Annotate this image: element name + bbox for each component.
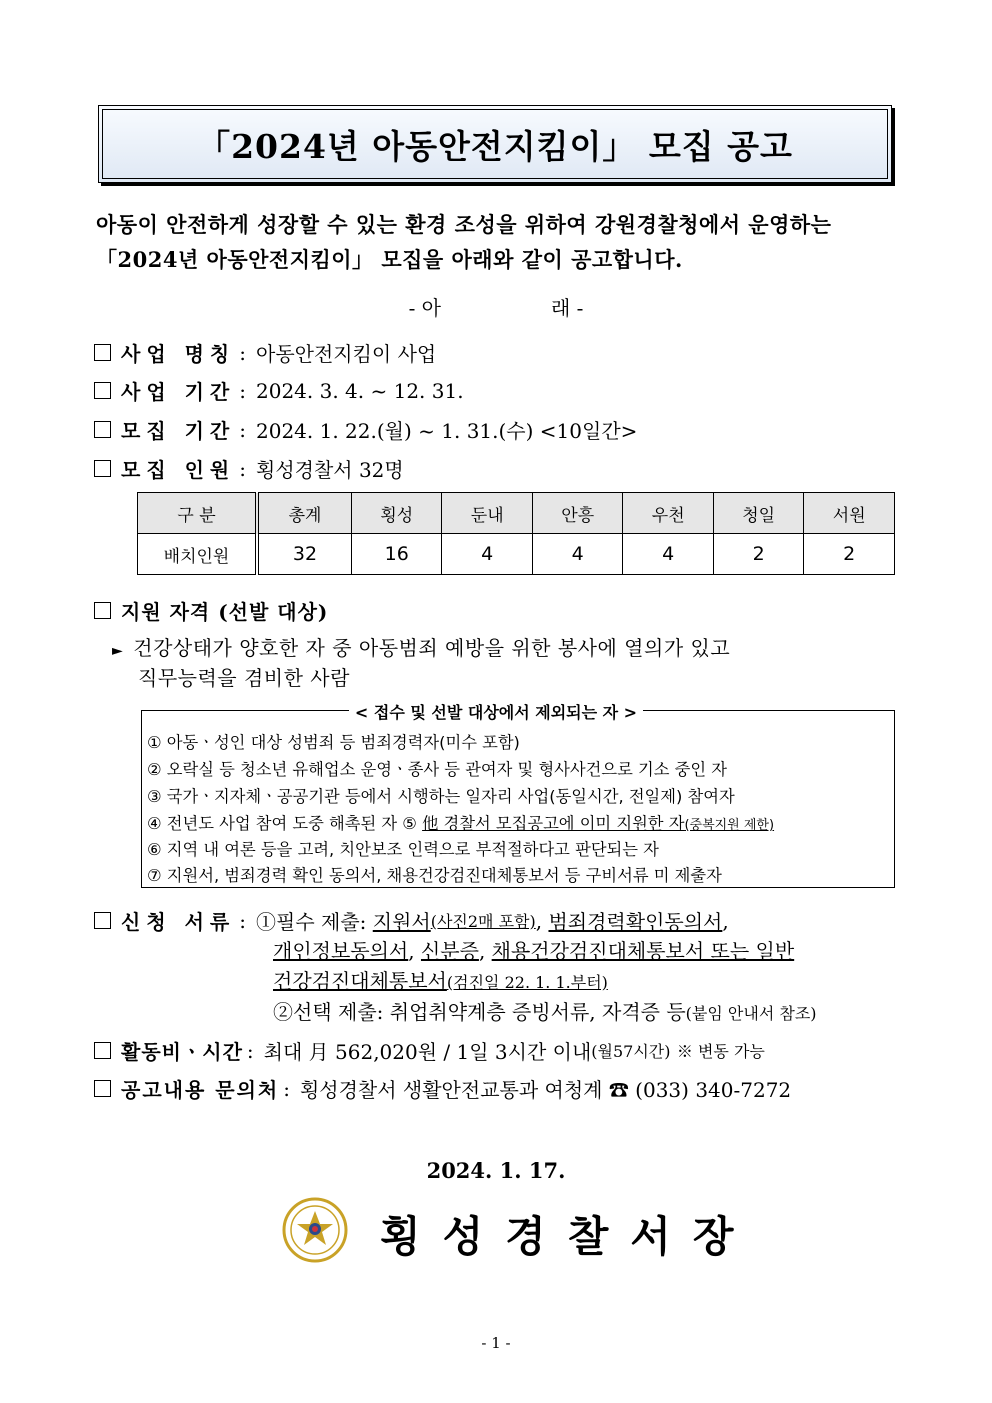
documents-line-4: ②선택 제출: 취업취약계층 증빙서류, 자격증 등(붙임 안내서 참조) [273, 1000, 817, 1024]
table-cell: 2 [804, 534, 895, 575]
square-icon [94, 1080, 111, 1097]
item-activity: 활동비ㆍ시간 : 최대 月 562,020원 / 1일 3시간 이내 (월57시간) ※ 변동 가능 [94, 1036, 765, 1065]
table-header-cell: 청일 [713, 493, 803, 534]
issue-date: 2024. 1. 17. [426, 1158, 566, 1183]
exclusion-underlined: 他 경찰서 모집공고에 이미 지원한 자 [422, 814, 685, 833]
table-header-cell: 총계 [257, 493, 352, 534]
issuer-name: 횡성경찰서장 [380, 1212, 756, 1261]
exclusion-title: < 접수 및 선발 대상에서 제외되는 자 > [0, 700, 992, 723]
exclusion-item: ⑥ 지역 내 여론 등을 고려, 치안보조 인력으로 부적절하다고 판단되는 자 [147, 840, 659, 859]
table-cell: 4 [623, 534, 713, 575]
exclusion-item: ② 오락실 등 청소년 유해업소 운영ㆍ종사 등 관여자 및 형사사건으로 기소 중인 자 [147, 760, 727, 779]
item-qualification [94, 596, 328, 625]
table-header-cell: 구 분 [138, 493, 258, 534]
intro-line-2: 「2024년 아동안전지킴이」 모집을 아래와 같이 공고합니다. [96, 247, 683, 272]
ahre-right: 래 - [551, 296, 584, 320]
item-label: 모집 기간 [121, 419, 236, 443]
square-icon [94, 602, 111, 619]
exclusion-item: ③ 국가ㆍ지자체ㆍ공공기관 등에서 시행하는 일자리 사업(동일시간, 전일제) 참여자 [147, 787, 735, 806]
square-icon [94, 382, 111, 399]
exclusion-item: ⑦ 지원서, 범죄경력 확인 동의서, 채용건강검진대체통보서 등 구비서류 미 제출자 [147, 866, 722, 885]
table-cell: 16 [352, 534, 442, 575]
table-header-cell: 우천 [623, 493, 713, 534]
square-icon [94, 460, 111, 477]
square-icon [94, 1042, 111, 1059]
ahre-left: - 아 [408, 296, 441, 320]
table-cell: 2 [713, 534, 803, 575]
item-contact: 공고내용 문의처 : 횡성경찰서 생활안전교통과 여청계 ☎ (033) 340-7272 [94, 1074, 791, 1103]
item-label: 모집 인원 [121, 458, 236, 482]
police-emblem-icon [282, 1197, 348, 1263]
item-value: 아동안전지킴이 사업 [256, 342, 437, 366]
table-header-row [138, 493, 895, 534]
item-project-name: 사업 명칭 : 아동안전지킴이 사업 [94, 338, 436, 367]
table-row [138, 534, 895, 575]
table-cell: 32 [257, 534, 352, 575]
item-label: 사업 기간 [121, 380, 236, 404]
table-header-cell: 둔내 [442, 493, 532, 534]
item-label: 지원 자격 (선발 대상) [121, 600, 329, 624]
qualification-line-1: ► 건강상태가 양호한 자 중 아동범죄 예방을 위한 봉사에 열의가 있고 [112, 636, 731, 660]
staff-table [137, 492, 895, 575]
item-value: 2024. 3. 4. ~ 12. 31. [256, 378, 464, 403]
bullet-icon: ► [112, 643, 124, 659]
documents-line-3: 건강검진대체통보서(검진일 22. 1. 1.부터) [273, 969, 608, 993]
exclusion-item: ① 아동ㆍ성인 대상 성범죄 등 범죄경력자(미수 포함) [147, 733, 520, 752]
item-project-period: 사업 기간 : 2024. 3. 4. ~ 12. 31. [94, 376, 464, 405]
intro-line-1: 아동이 안전하게 성장할 수 있는 환경 조성을 위하여 강원경찰청에서 운영하는 [96, 212, 832, 237]
ahre-heading [0, 292, 992, 321]
table-header-cell: 횡성 [352, 493, 442, 534]
square-icon [94, 344, 111, 361]
table-header-cell: 서원 [804, 493, 895, 534]
item-value: 2024. 1. 22.(월) ~ 1. 31.(수) <10일간> [256, 419, 638, 443]
title-box [98, 105, 892, 183]
item-documents: 신청 서류 : ①필수 제출: 지원서 (사진2매 포함) , 범죄경력확인동의서 , [94, 906, 729, 935]
square-icon [94, 912, 111, 929]
table-cell: 4 [532, 534, 622, 575]
table-row-label: 배치인원 [138, 534, 258, 575]
item-label: 활동비ㆍ시간 [121, 1040, 243, 1064]
exclusion-item: ④ 전년도 사업 참여 도중 해촉된 자 ⑤ 他 경찰서 모집공고에 이미 지원한 자(중복지원 제한) [147, 814, 775, 833]
item-label: 신청 서류 [121, 910, 236, 934]
table-header-cell: 안흥 [532, 493, 622, 534]
item-recruit-count: 모집 인원 : 횡성경찰서 32명 [94, 454, 404, 483]
qualification-line-2: 직무능력을 겸비한 사람 [138, 666, 350, 690]
square-icon [94, 421, 111, 438]
documents-line-2: 개인정보동의서, 신분증, 채용건강검진대체통보서 또는 일반 [273, 939, 795, 963]
item-label: 사업 명칭 [121, 342, 236, 366]
page-number: - 1 - [481, 1334, 511, 1352]
page-title: 「2024년 아동안전지킴이」 모집 공고 [197, 126, 793, 166]
item-recruit-period: 모집 기간 : 2024. 1. 22.(월) ~ 1. 31.(수) <10일간> [94, 415, 637, 444]
item-value: 횡성경찰서 32명 [256, 458, 404, 482]
item-label: 공고내용 문의처 [121, 1078, 280, 1102]
table-cell: 4 [442, 534, 532, 575]
